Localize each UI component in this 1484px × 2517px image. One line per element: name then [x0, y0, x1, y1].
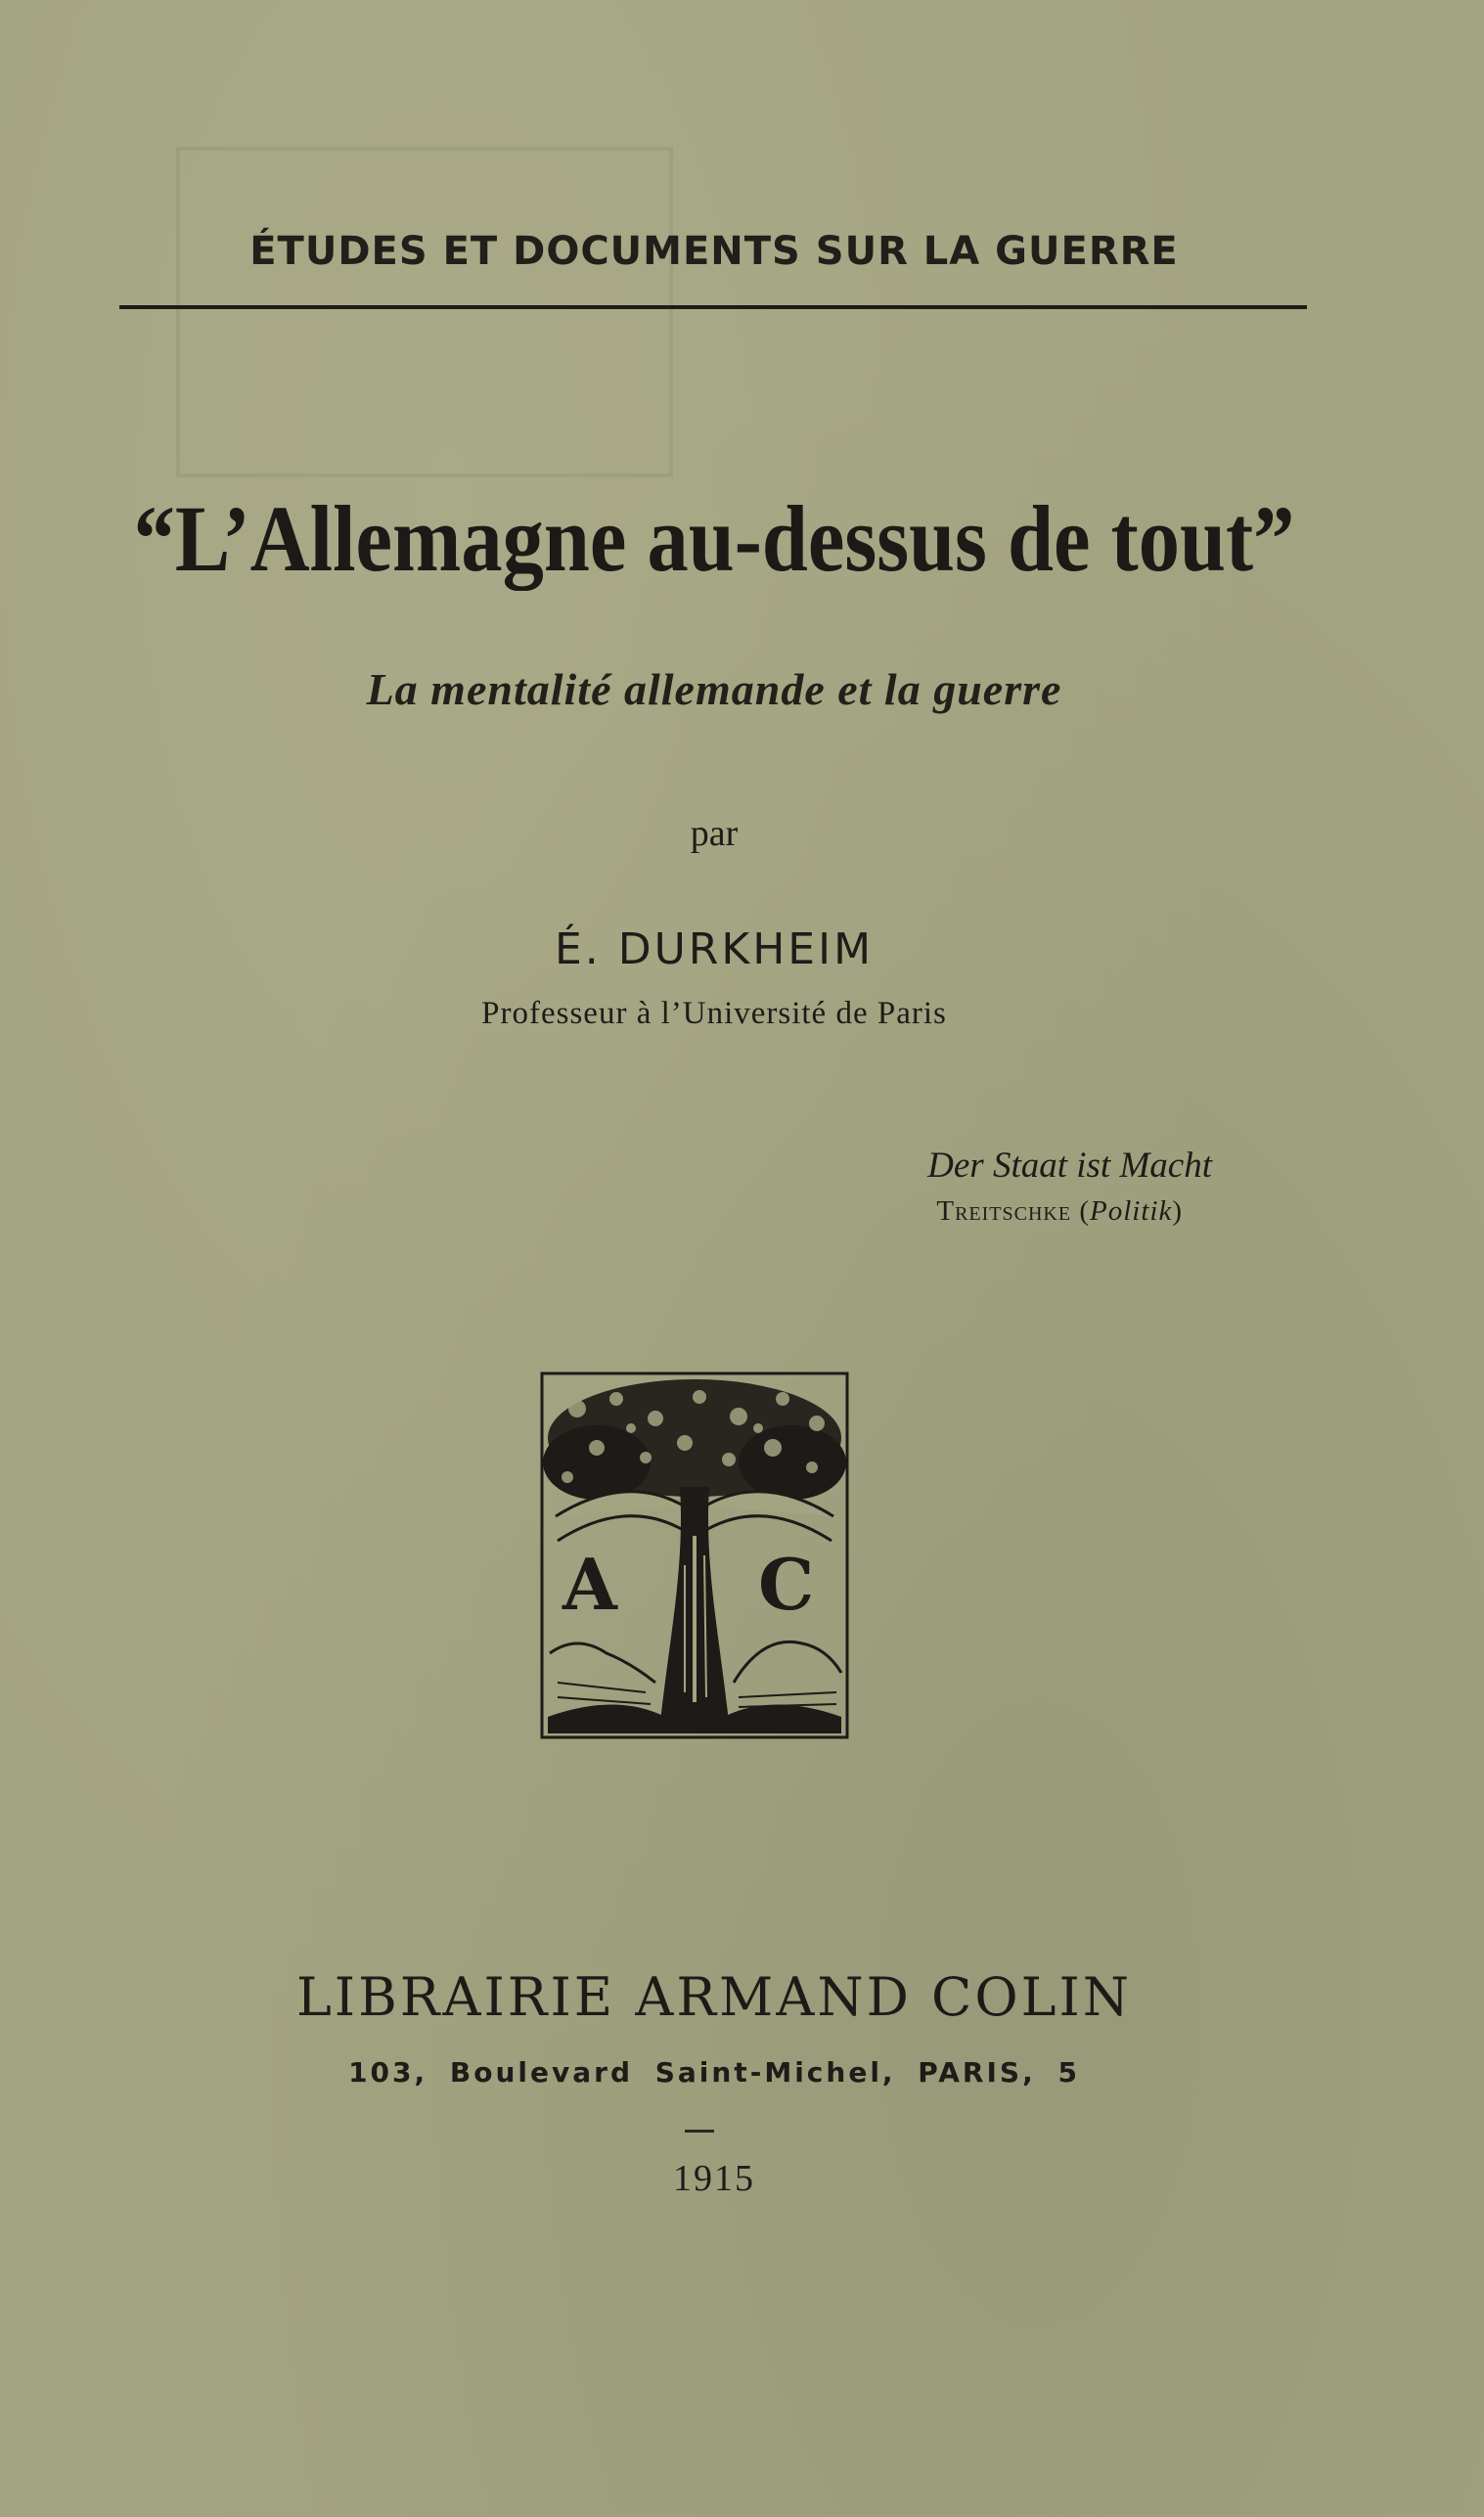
author-affiliation: Professeur à l’Université de Paris [481, 996, 947, 1031]
epigraph-source: Politik [1090, 1195, 1173, 1227]
publisher-emblem-tree-icon [538, 1370, 851, 1741]
by-label: par [690, 813, 739, 854]
epigraph-attribution: Treitschke (Politik) [936, 1195, 1183, 1227]
book-title: “L’Allemagne au-dessus de tout” [133, 486, 1295, 591]
publication-year: 1915 [673, 2158, 755, 2199]
epigraph-quote: Der Staat ist Macht [927, 1146, 1212, 1186]
library-stamp-ghost [176, 147, 673, 477]
publisher-name: LIBRAIRIE ARMAND COLIN [295, 1966, 1133, 2028]
header-rule [119, 305, 1307, 309]
emblem-initial-a: A [562, 1543, 617, 1626]
publisher-address: 103, Boulevard Saint-Michel, PARIS, 5 [348, 2056, 1080, 2089]
series-heading: ÉTUDES ET DOCUMENTS SUR LA GUERRE [249, 229, 1179, 274]
separator-dash [685, 2130, 714, 2133]
epigraph-author: Treitschke [936, 1195, 1072, 1227]
author-name: É. DURKHEIM [554, 924, 875, 974]
emblem-initial-c: C [758, 1543, 815, 1626]
book-subtitle: La mentalité allemande et la guerre [366, 664, 1062, 714]
